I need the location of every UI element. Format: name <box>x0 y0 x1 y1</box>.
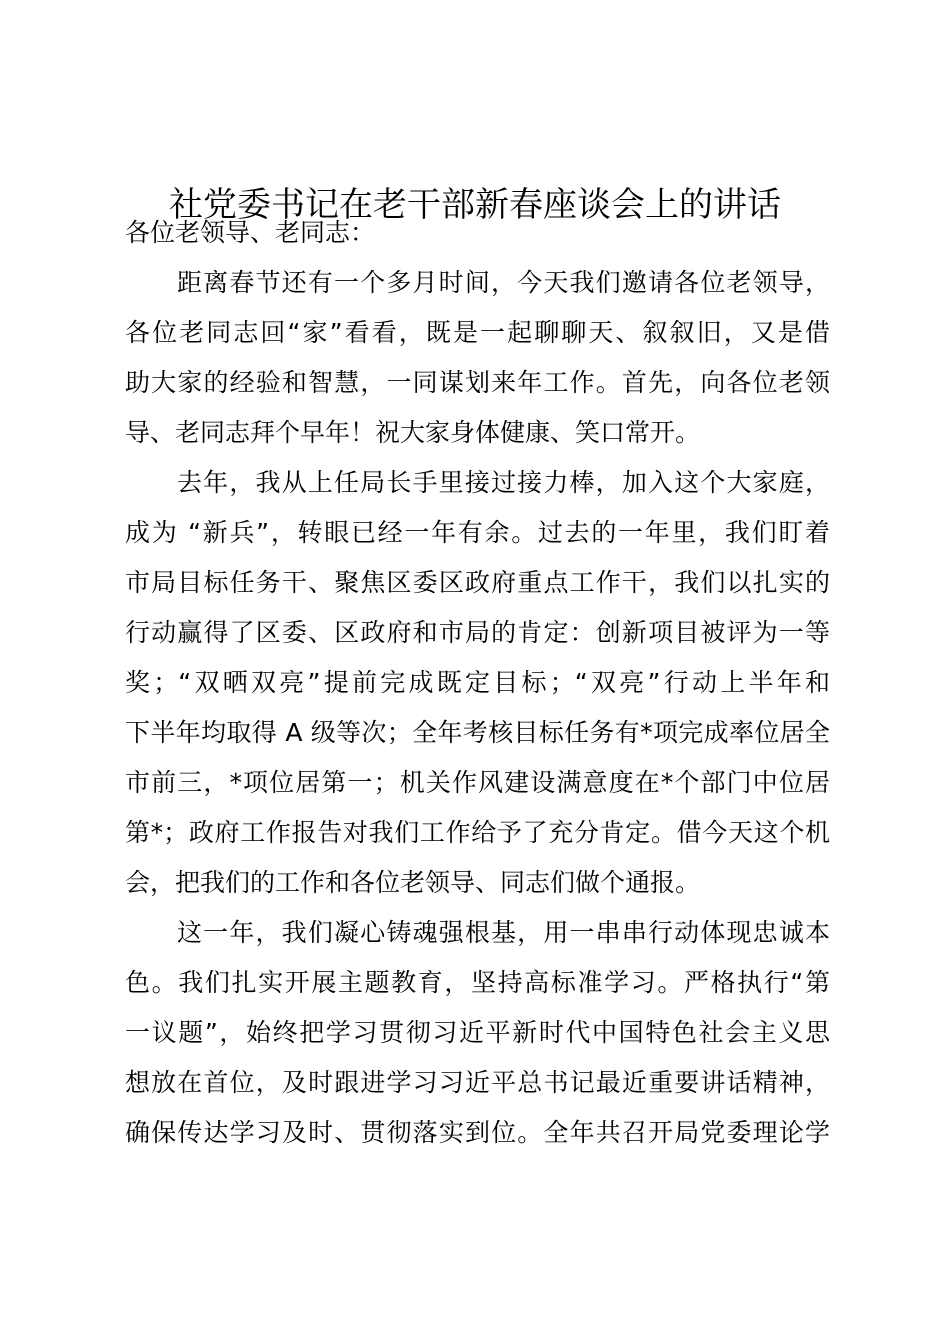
paragraph-line: 去年，我从上任局长手里接过接力棒，加入这个大家庭， <box>177 468 830 497</box>
salutation: 各位老领导、老同志： <box>125 218 376 247</box>
paragraph-line: 色。我们扎实开展主题教育，坚持高标准学习。严格执行“第 <box>125 968 830 997</box>
paragraph-line: 一议题”，始终把学习贯彻习近平新时代中国特色社会主义思 <box>125 1018 830 1047</box>
paragraph-line: 想放在首位，及时跟进学习习近平总书记最近重要讲话精神， <box>125 1068 830 1097</box>
paragraph-line: 各位老同志回“家”看看，既是一起聊聊天、叙叙旧，又是借 <box>125 318 830 347</box>
paragraph-line: 距离春节还有一个多月时间，今天我们邀请各位老领导， <box>177 268 830 297</box>
paragraph-line: 确保传达学习及时、贯彻落实到位。全年共召开局党委理论学 <box>125 1118 830 1147</box>
paragraph-line: 奖；“双晒双亮”提前完成既定目标；“双亮”行动上半年和 <box>125 668 830 697</box>
paragraph-line: 第*；政府工作报告对我们工作给予了充分肯定。借今天这个机 <box>125 818 830 847</box>
paragraph-line: 市前三，*项位居第一；机关作风建设满意度在*个部门中位居 <box>125 768 830 797</box>
paragraph-line: 下半年均取得 A 级等次；全年考核目标任务有*项完成率位居全 <box>125 718 830 747</box>
paragraph-line: 行动赢得了区委、区政府和市局的肯定：创新项目被评为一等 <box>125 618 830 647</box>
paragraph-line: 市局目标任务干、聚焦区委区政府重点工作干，我们以扎实的 <box>125 568 830 597</box>
paragraph-line: 成为 “新兵”，转眼已经一年有余。过去的一年里，我们盯着 <box>125 518 830 547</box>
paragraph-line: 这一年，我们凝心铸魂强根基，用一串串行动体现忠诚本 <box>177 918 830 947</box>
paragraph-line: 助大家的经验和智慧，一同谋划来年工作。首先，向各位老领 <box>125 368 830 397</box>
paragraph-line: 会，把我们的工作和各位老领导、同志们做个通报。 <box>125 868 701 897</box>
document-body <box>125 208 830 1158</box>
paragraph-line: 导、老同志拜个早年！祝大家身体健康、笑口常开。 <box>125 418 701 447</box>
document-title: 社党委书记在老干部新春座谈会上的讲话 <box>169 185 781 225</box>
